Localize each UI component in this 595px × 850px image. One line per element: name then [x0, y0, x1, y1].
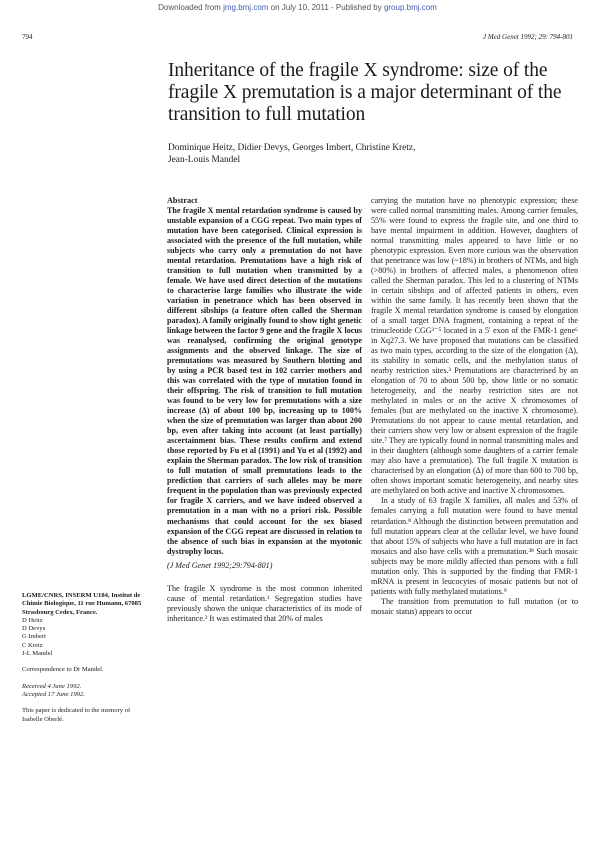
- download-banner: [0, 3, 595, 12]
- affiliated-author: G Imbert: [22, 633, 46, 641]
- affiliated-author: C Kretz: [22, 641, 43, 649]
- intro-paragraph: The fragile X syndrome is the most common inherited cause of mental retardation.¹ Segregation studies have previously shown the unique characteristics of its mode of inheritance.² It was estimated that 20% of males: [167, 583, 362, 623]
- banner-prefix: Downloaded from: [158, 3, 221, 12]
- correspondence-note: Correspondence to Dr Mandel.: [22, 666, 104, 674]
- abstract-heading: Abstract: [167, 196, 198, 205]
- site-link[interactable]: jmg.bmj.com: [223, 3, 269, 12]
- affiliated-author: D Devys: [22, 625, 46, 633]
- authors-line-1: Dominique Heitz, Didier Devys, Georges Imbert, Christine Kretz,: [168, 143, 416, 153]
- page-number: 794: [22, 33, 33, 41]
- affiliation-sidebar: [22, 592, 142, 724]
- dedication-note: This paper is dedicated to the memory of Isabelle Oberlé.: [22, 707, 131, 723]
- affiliated-author: D Heitz: [22, 616, 43, 624]
- journal-reference: J Med Genet 1992; 29: 794-801: [482, 33, 573, 41]
- author-list: [168, 143, 528, 166]
- received-date: Received 4 June 1992.: [22, 682, 82, 690]
- affiliated-author: J-L Mandel: [22, 650, 53, 658]
- abstract-text: The fragile X mental retardation syndrome is caused by unstable expansion of a CGG repeat. Two main types of mutation have been categorised. Clinical expression is associated with the presence of the full mutation, while subjects who carry only a premutation do not have mental retardation. Premutations have a high risk of transition to full mutation when transmitted by a female. We have used direct detection of the mutations to characterise large families who illustrate the wide variation in penetrance which has been observed in different sibships (a feature often called the Sherman paradox). A family originally found to show tight genetic linkage between the factor 9 gene and the fragile X locus was reanalysed, confirming the original genotype assignments and the observed linkage. The size of premutations was measured by Southern blotting and by using a PCR based test in 102 carrier mothers and this was correlated with the type of mutation found in their offspring. The risk of transition to full mutation was found to be very low for premutations with a size increase (Δ) of about 100 bp, increasing up to 100% when the size of premutation was larger than about 200 bp, even after taking into account (at least partially) ascertainment bias. These results confirm and extend those reported by Fu et al (1991) and Yu et al (1992) and explain the Sherman paradox. The low risk of transition to full mutation of small premutations leads to the prediction that carriers of such alleles may be more frequent in the population than was previously expected for fragile X carriers, and we have indeed observed a premutation in a man with no a priori risk. Possible mechanisms that could account for the sex biased expansion of the CGG repeat are discussed in relation to the absence of such bias in expansion at the myotonic dystrophy locus.: [167, 206, 362, 556]
- authors-line-2: Jean-Louis Mandel: [168, 154, 241, 165]
- body-paragraph-2: In a study of 63 fragile X families, all males and 53% of females carrying a full mutation were found to have mental retardation.⁸ Although the distinction between premutation and full mutation appears clear at the cellular level, we have found that about 15% of subjects who have a full mutation are in fact mosaics and also have cells with a premutation.³⁸ Such mosaic subjects may be more mildly affected than persons with a full mutation only. This is supported by the finding that FMR-1 mRNA is present in leucocytes of mosaic patients but not of patients with fully methylated mutations.⁹: [371, 496, 578, 596]
- publisher-link[interactable]: group.bmj.com: [383, 3, 437, 12]
- body-paragraph-1: carrying the mutation have no phenotypic expression; these were called normal transmitting males. Among carrier females, 55% were found to express the fragile site, and one third to have mental impairment in addition. However, daughters of normal transmitting males appeared to have little or no phenotypic expression. Even more curious was the observation that penetrance was low (~18%) in brothers of NTMs, and high (>80%) in brothers of affected males, a phenomenon often called the Sherman paradox. This led to a clustering of NTMs in certain sibships and of affected patients in others, even within the same family. It has recently been shown that the fragile X mental retardation syndrome is caused by elongation of a small target DNA fragment, containing a repeat of the trinucleotide CGG³⁻⁵ located in a 5' exon of the FMR-1 gene⁶ in Xq27.3. We have proposed that mutations can be classified as two main types, according to the size of the elongation (Δ), its stability in somatic cells, and the methylation status of nearby restriction sites.³ Premutations are characterised by an elongation of 70 to about 500 bp, show little or no somatic heterogeneity, and the nearby restriction sites are not methylated in males or on the active X chromosomes of females (but are methylated on the inactive X chromosome). Premutations do not appear to cause mental retardation, and their carriers show very low or absent expression of the fragile site.⁷ They are typically found in normal transmitting males and in their daughters (although some daughters of a carrier female may also have a premutation). The full fragile X mutation is characterised by an elongation (Δ) of more than 600 to 700 bp, often shows important somatic heterogeneity, and nearby sites are methylated on both active and inactive X chromosomes.: [371, 196, 578, 496]
- abstract-column: [167, 196, 362, 624]
- abstract-citation: (J Med Genet 1992;29:794-801): [167, 560, 273, 570]
- accepted-date: Accepted 17 June 1992.: [22, 690, 85, 698]
- banner-middle: on July 10, 2011 - Published by: [270, 3, 382, 12]
- right-text-column: [371, 196, 578, 617]
- article-title: Inheritance of the fragile X syndrome: size of the fragile X premutation is a major determinant of the transition to full mutation: [168, 60, 562, 125]
- body-paragraph-3: The transition from premutation to full mutation (or to mosaic status) appears to occur: [371, 596, 578, 616]
- institution-address: LGME/CNRS, INSERM U184, Institut de Chimie Biologique, 11 rue Humann, 67085 Strasbourg Cedex, France.: [22, 592, 142, 616]
